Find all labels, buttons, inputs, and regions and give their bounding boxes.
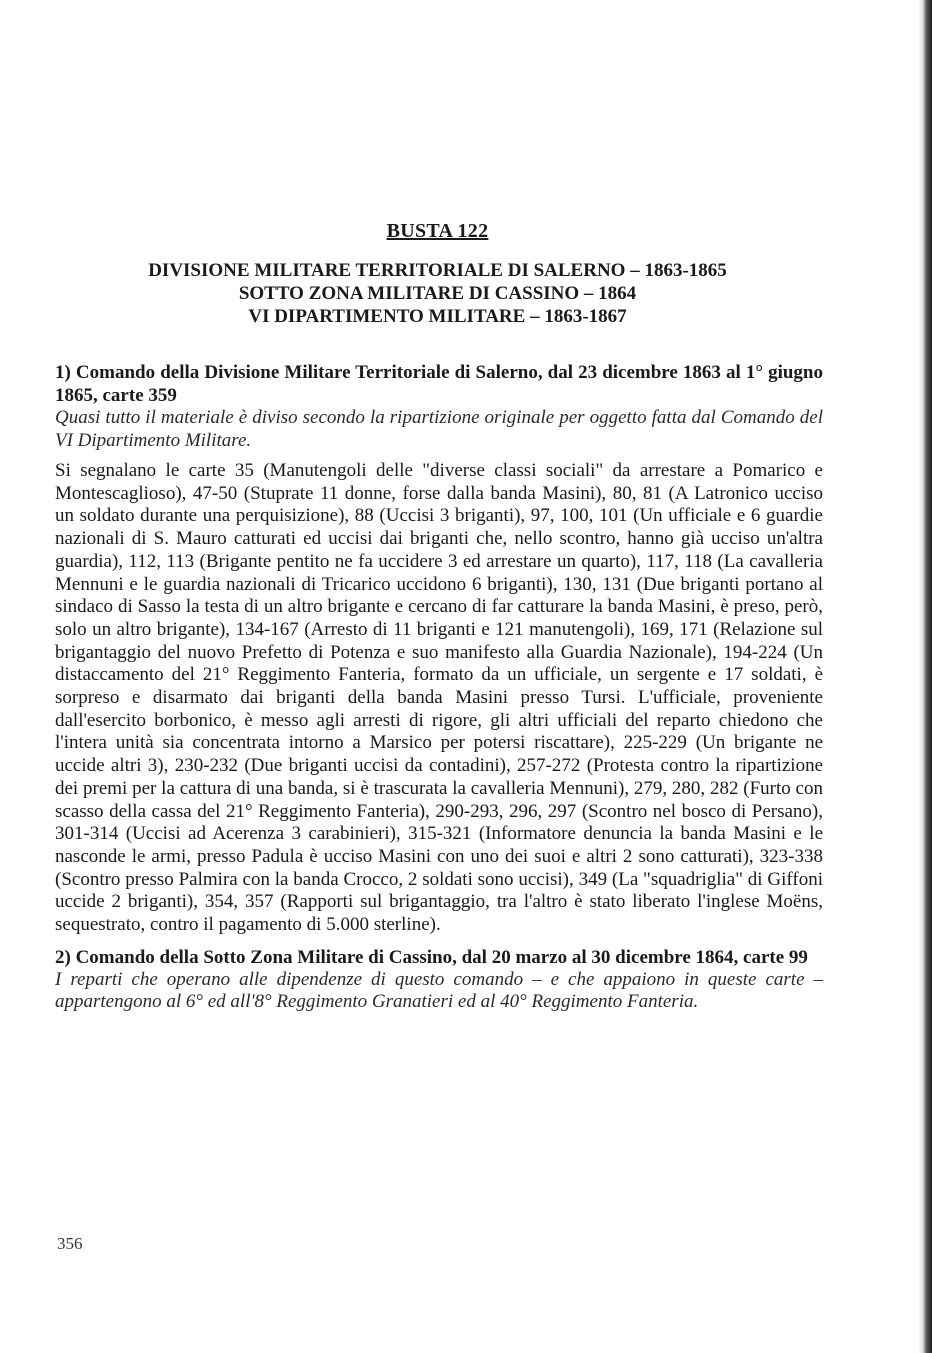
busta-title: BUSTA 122 [386, 220, 489, 242]
section-1 [55, 361, 823, 937]
section-1-body: Si segnalano le carte 35 (Manutengoli delle "diverse classi sociali" da arrestare a Pomarico e Montescaglioso), 47-50 (Stuprate 11 donne, forse dalla banda Masini), 80, 81 (A Latronico ucciso un soldato durante una perquisizione), 88 (Uccisi 3 briganti), 97, 100, 101 (Un ufficiale e 6 guardie nazionali di S. Mauro catturati ed uccisi dai briganti che, nello scontro, hanno già ucciso un'altra guardia), 112, 113 (Brigante pentito ne fa uccidere 3 ed arrestare un quarto), 117, 118 (La cavalleria Mennuni e le guardia nazionali di Tricarico uccidono 6 briganti), 130, 131 (Due briganti portano al sindaco di Sasso la testa di un altro brigante e cercano di far catturare la banda Masini, è preso, però, solo un altro brigante), 134-167 (Arresto di 11 briganti e 121 manutengoli), 169, 171 (Relazione sul brigantaggio del nuovo Prefetto di Potenza e suo manifesto alla Guardia Nazionale), 194-224 (Un distaccamento del 21° Reggimento Fanteria, formato da un ufficiale, un sergente e 17 soldati, è sorpreso e disarmato dai briganti della banda Masini presso Tursi. L'ufficiale, proveniente dall'esercito borbonico, è messo agli arresti di rigore, gli altri ufficiali del reparto chiedono che l'intera unità sia concentrata intorno a Marsico per potersi riscattare), 225-229 (Un brigante ne uccide altri 3), 230-232 (Due briganti uccisi da contadini), 257-272 (Protesta contro la ripartizione dei premi per la cattura di una banda, si è trascurata la cavalleria Mennuni), 279, 280, 282 (Furto con scasso della cassa del 21° Reggimento Fanteria), 290-293, 296, 297 (Scontro nel bosco di Persano), 301-314 (Uccisi ad Acerenza 3 carabinieri), 315-321 (Informatore denuncia la banda Masini e le nasconde le armi, presso Padula è ucciso Masini con uno dei suoi e altri 2 sono catturati), 323-338 (Scontro presso Palmira con la banda Crocco, 2 soldati sono uccisi), 349 (La "squadriglia" di Giffoni uccide 2 briganti), 354, 357 (Rapporti sul brigantaggio, tra l'altro è stato liberato l'inglese Moëns, sequestrato, contro il pagamento di 5.000 sterline). [55, 460, 823, 936]
heading-sotto-zona-cassino: SOTTO ZONA MILITARE DI CASSINO – 1864 [238, 283, 637, 304]
document-content [55, 361, 823, 1014]
page-number: 356 [57, 1234, 83, 1253]
page-binding-edge [918, 0, 932, 1353]
section-2-title: 2) Comando della Sotto Zona Militare di Cassino, dal 20 marzo al 30 dicembre 1864, carte 99 [55, 946, 808, 968]
section-2-note: I reparti che operano alle dipendenze di questo comando – e che appaiono in queste carte – appartengono al 6° ed all'8° Reggimento Granatieri ed al 40° Reggimento Fanteria. [55, 968, 823, 1013]
section-1-note: Quasi tutto il materiale è diviso secondo la ripartizione originale per oggetto fatta dal Comando del VI Dipartimento Militare. [55, 407, 823, 451]
section-2 [55, 946, 823, 1014]
heading-divisione-salerno: DIVISIONE MILITARE TERRITORIALE DI SALERNO – 1863-1865 [148, 260, 727, 281]
section-1-title: 1) Comando della Divisione Militare Territoriale di Salerno, dal 23 dicembre 1863 al 1° giugno 1865, carte 359 [55, 362, 823, 406]
heading-vi-dipartimento: VI DIPARTIMENTO MILITARE – 1863-1867 [248, 306, 627, 327]
archive-headings [0, 259, 875, 328]
